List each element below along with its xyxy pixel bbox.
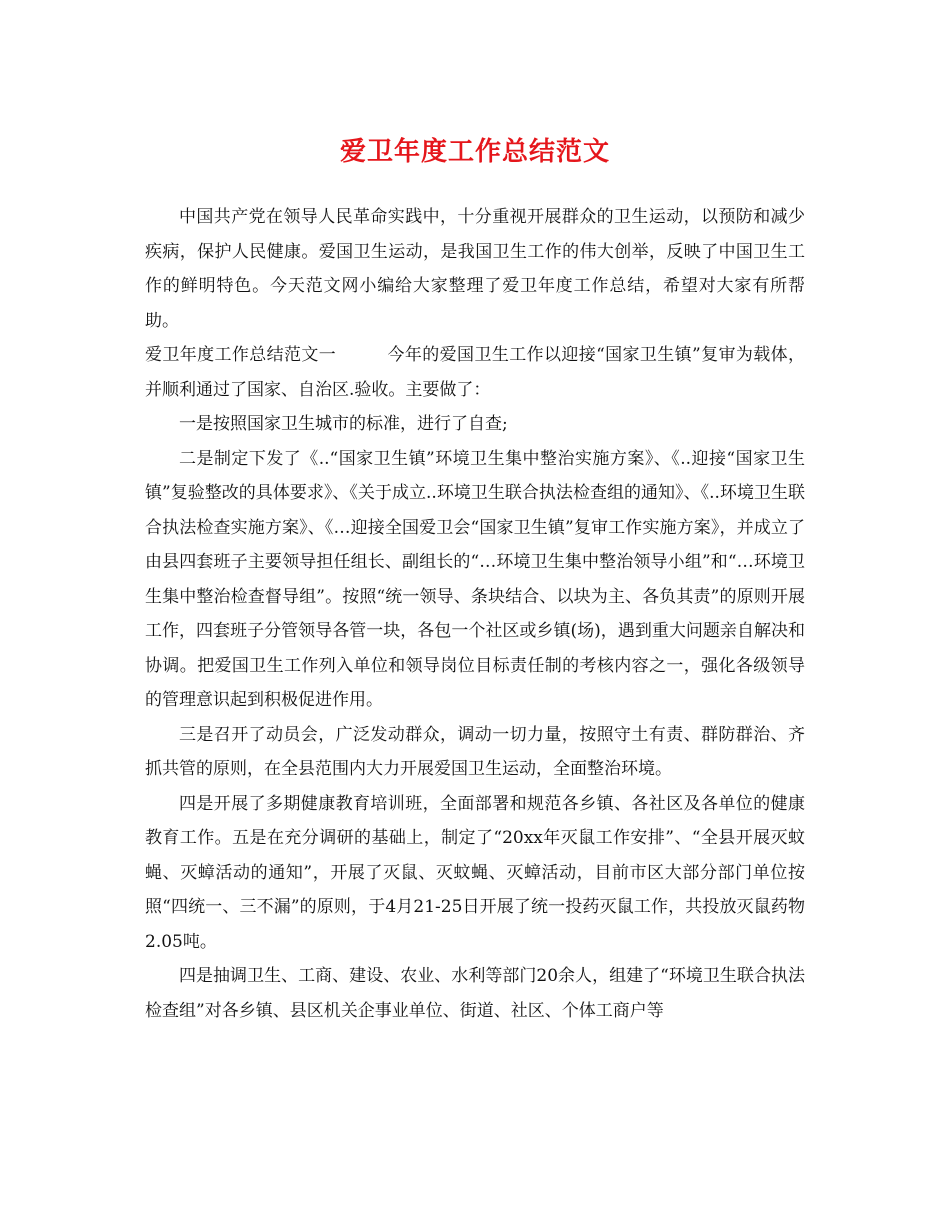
item-paragraph-2: 二是制定下发了《..“国家卫生镇”环境卫生集中整治实施方案》、《..迎接“国家卫生镇”复验整改的具体要求》、《关于成立..环境卫生联合执法检查组的通知》、《..环境卫生联合执法检查实施方案》、《…迎接全国爱卫会“国家卫生镇”复审工作实施方案》，并成立了由县四套班子主要领导担任组长、副组长的“…环境卫生集中整治领导小组”和“…环境卫生集中整治检查督导组”。按照“统一领导、条块结合、以块为主、各负其责”的原则开展工作，四套班子分管领导各管一块，各包一个社区或乡镇(场)，遇到重大问题亲自解决和协调。把爱国卫生工作列入单位和领导岗位目标责任制的考核内容之一，强化各级领导的管理意识起到积极促进作用。 — [145, 448, 805, 710]
item-paragraph-3: 三是召开了动员会，广泛发动群众，调动一切力量，按照守土有责、群防群治、齐抓共管的原则，在全县范围内大力开展爱国卫生运动，全面整治环境。 — [145, 724, 805, 779]
section-paragraph — [145, 338, 805, 407]
item-paragraph-1: 一是按照国家卫生城市的标准，进行了自查; — [179, 414, 508, 434]
document-body — [145, 200, 805, 1028]
intro-paragraph: 中国共产党在领导人民革命实践中，十分重视开展群众的卫生运动，以预防和减少疾病，保护人民健康。爱国卫生运动，是我国卫生工作的伟大创举，反映了中国卫生工作的鲜明特色。今天范文网小编给大家整理了爱卫年度工作总结，希望对大家有所帮助。 — [145, 207, 805, 331]
section-intro: 今年的爱国卫生工作以迎接“国家卫生镇”复审为载体，并顺利通过了国家、自治区.验收。主要做了： — [145, 345, 806, 400]
section-heading: 爱卫年度工作总结范文一 — [145, 345, 337, 365]
item-paragraph-5: 四是抽调卫生、工商、建设、农业、水利等部门20余人，组建了“环境卫生联合执法检查组”对各乡镇、县区机关企事业单位、街道、社区、个体工商户等 — [145, 966, 805, 1021]
item-paragraph-4: 四是开展了多期健康教育培训班，全面部署和规范各乡镇、各社区及各单位的健康教育工作。五是在充分调研的基础上，制定了“20xx年灭鼠工作安排”、“全县开展灭蚊蝇、灭蟑活动的通知”，开展了灭鼠、灭蚊蝇、灭蟑活动，目前市区大部分部门单位按照“四统一、三不漏”的原则，于4月21-25日开展了统一投药灭鼠工作，共投放灭鼠药物2.05吨。 — [145, 793, 805, 952]
document-title: 爱卫年度工作总结范文 — [339, 137, 610, 167]
